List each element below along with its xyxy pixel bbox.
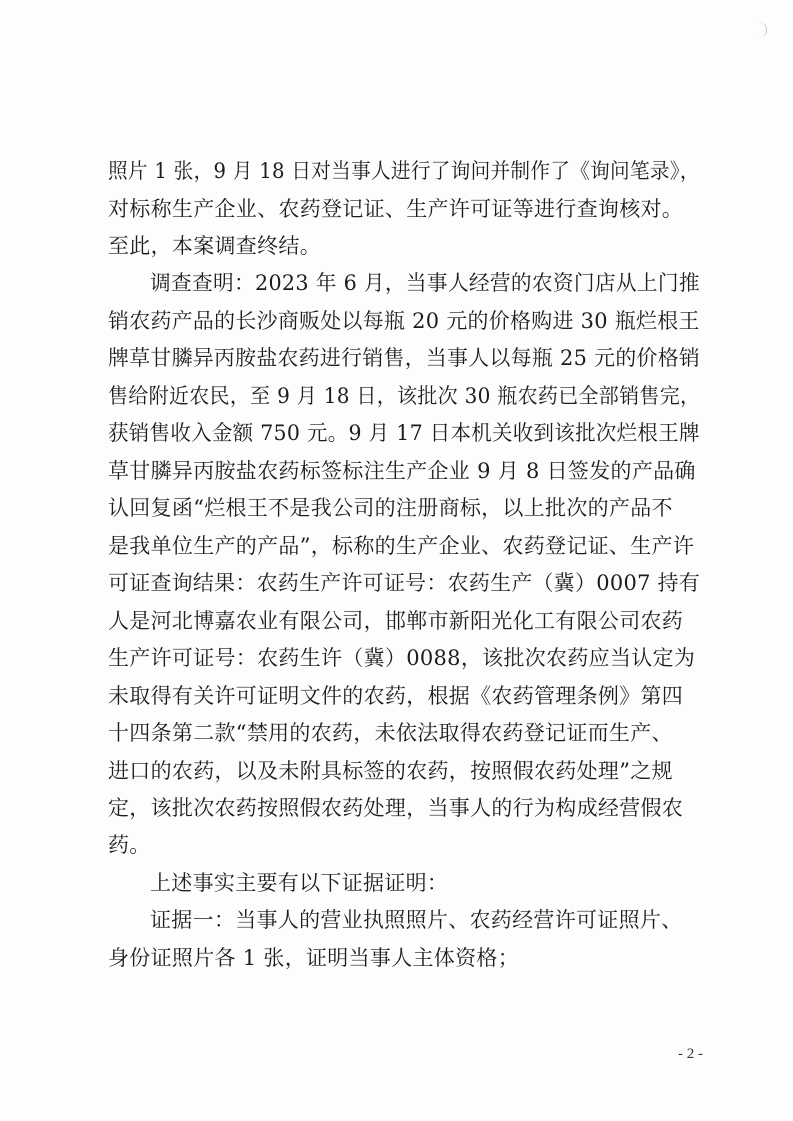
text-line: 获销售收入金额 750 元。9 月 17 日本机关收到该批次烂根王牌 — [108, 421, 700, 445]
text-line: 可证查询结果：农药生产许可证号：农药生产（冀）0007 持有 — [108, 571, 701, 595]
text-line: 人是河北博嘉农业有限公司，邯郸市新阳光化工有限公司农药 — [108, 609, 684, 633]
page-number: - 2 - — [678, 1046, 703, 1062]
text-line: 进口的农药，以及未附具标签的农药，按照假农药处理”之规 — [108, 759, 673, 783]
text-line: 是我单位生产的产品”，标称的生产企业、农药登记证、生产许 — [108, 534, 695, 558]
scan-corner-mark — [756, 22, 767, 38]
text-line: 草甘膦异丙胺盐农药标签标注生产企业 9 月 8 日签发的产品确 — [108, 459, 696, 483]
text-line: 上述事实主要有以下证据证明： — [150, 871, 449, 895]
text-line: 至此，本案调查终结。 — [108, 234, 321, 258]
text-line: 药。 — [108, 833, 151, 857]
text-line: 十四条第二款“禁用的农药，未依法取得农药登记证而生产、 — [108, 721, 673, 745]
text-line: 未取得有关许可证明文件的农药，根据《农药管理条例》第四 — [108, 684, 684, 708]
text-line: 认回复函“烂根王不是我公司的注册商标，以上批次的产品不 — [108, 496, 673, 520]
text-line: 照片 1 张，9 月 18 日对当事人进行了询问并制作了《询问笔录》， — [108, 159, 700, 183]
text-line: 证据一：当事人的营业执照照片、农药经营许可证照片、 — [150, 908, 683, 932]
text-line: 牌草甘膦异丙胺盐农药进行销售，当事人以每瓶 25 元的价格销 — [108, 346, 701, 370]
text-line: 对标称生产企业、农药登记证、生产许可证等进行查询核对。 — [108, 197, 684, 221]
text-line: 定，该批次农药按照假农药处理，当事人的行为构成经营假农 — [108, 796, 684, 820]
text-line: 售给附近农民，至 9 月 18 日，该批次 30 瓶农药已全部销售完， — [108, 384, 701, 408]
text-line: 身份证照片各 1 张，证明当事人主体资格； — [108, 946, 520, 970]
text-line: 调查查明：2023 年 6 月，当事人经营的农资门店从上门推 — [150, 271, 700, 295]
text-line: 销农药产品的长沙商贩处以每瓶 20 元的价格购进 30 瓶烂根王 — [108, 309, 700, 333]
text-line: 生产许可证号：农药生许（冀）0088，该批次农药应当认定为 — [108, 646, 696, 670]
